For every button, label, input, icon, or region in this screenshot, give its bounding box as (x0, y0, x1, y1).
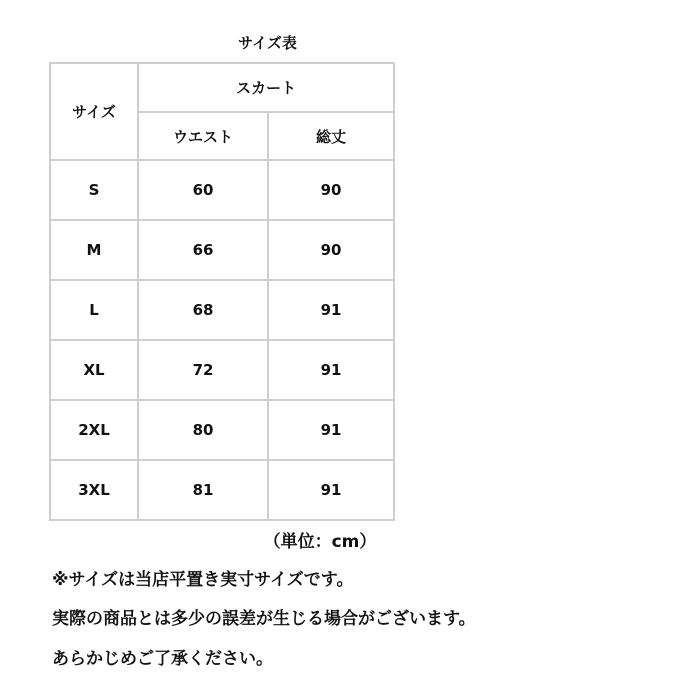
cell-waist: 60 (138, 160, 268, 220)
cell-size: 2XL (50, 400, 138, 460)
cell-waist: 80 (138, 400, 268, 460)
cell-length: 91 (268, 280, 394, 340)
cell-waist: 66 (138, 220, 268, 280)
unit-note: （単位：cm） (263, 532, 377, 552)
header-waist: ウエスト (138, 112, 268, 160)
cell-waist: 72 (138, 340, 268, 400)
cell-length: 90 (268, 220, 394, 280)
size-table (49, 62, 395, 521)
cell-size: M (50, 220, 138, 280)
page-title: サイズ表 (238, 34, 297, 52)
cell-size: S (50, 160, 138, 220)
cell-waist: 81 (138, 460, 268, 520)
note-line: あらかじめご了承ください。 (52, 649, 273, 669)
cell-size: 3XL (50, 460, 138, 520)
cell-waist: 68 (138, 280, 268, 340)
header-length: 総丈 (268, 112, 394, 160)
cell-length: 91 (268, 400, 394, 460)
header-skirt: スカート (138, 63, 394, 112)
table-header-row (50, 63, 394, 112)
note-line: ※サイズは当店平置き実寸サイズです。 (52, 570, 354, 590)
cell-length: 91 (268, 460, 394, 520)
cell-length: 91 (268, 340, 394, 400)
cell-size: L (50, 280, 138, 340)
table-row (50, 340, 394, 400)
cell-size: XL (50, 340, 138, 400)
table-row (50, 460, 394, 520)
table-row (50, 220, 394, 280)
table-row (50, 280, 394, 340)
table-row (50, 400, 394, 460)
cell-length: 90 (268, 160, 394, 220)
note-line: 実際の商品とは多少の誤差が生じる場合がございます。 (52, 609, 476, 629)
table-row (50, 160, 394, 220)
header-size: サイズ (50, 63, 138, 160)
